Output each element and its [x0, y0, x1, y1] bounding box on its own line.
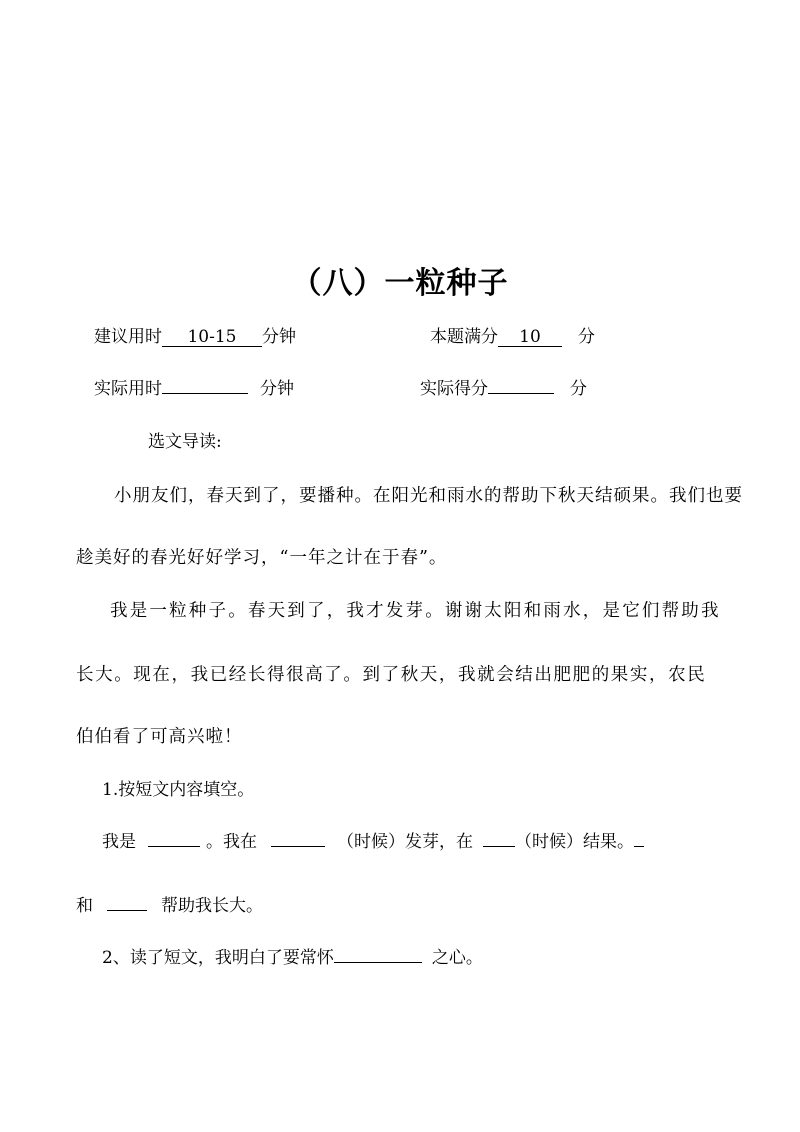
suggested-time-row — [94, 326, 296, 348]
q2-text-a: 2、读了短文，我明白了要常怀 — [102, 948, 334, 968]
q2-blank[interactable] — [334, 961, 422, 963]
passage-line-1: 我是一粒种子。春天到了，我才发芽。谢谢太阳和雨水，是它们帮助我 — [110, 601, 721, 621]
q1-text-e: 和 — [76, 896, 93, 916]
actual-score-unit: 分 — [570, 379, 587, 399]
actual-time-label: 实际用时 — [94, 379, 162, 399]
full-score-label: 本题满分 — [430, 327, 498, 347]
q1-text-f: 帮助我长大。 — [161, 896, 263, 916]
actual-time-blank[interactable] — [162, 392, 248, 394]
actual-score-label: 实际得分 — [420, 379, 488, 399]
q1-blank-5[interactable] — [107, 909, 147, 911]
q1-blank-2[interactable] — [271, 845, 325, 847]
question-1-fill-row — [102, 831, 644, 853]
full-score-row — [430, 326, 595, 348]
actual-time-row — [94, 378, 294, 400]
q1-blank-3[interactable] — [483, 845, 515, 847]
actual-score-row — [420, 378, 587, 400]
full-score-unit: 分 — [578, 327, 595, 347]
q1-blank-1[interactable] — [148, 845, 200, 847]
q1-text-c: （时候）发芽，在 — [337, 832, 473, 852]
question-1-fill-row-2 — [76, 895, 263, 917]
passage-line-2: 长大。现在，我已经长得很高了。到了秋天，我就会结出肥肥的果实，农民 — [76, 665, 707, 685]
question-1-label: 1.按短文内容填空。 — [102, 780, 255, 800]
q1-text-d: （时候）结果。 — [515, 832, 634, 852]
q1-text-b: 。我在 — [206, 832, 257, 852]
q2-text-b: 之心。 — [431, 948, 483, 968]
intro-heading: 选文导读: — [148, 432, 222, 452]
question-2-row — [102, 947, 483, 969]
actual-time-unit: 分钟 — [260, 379, 294, 399]
page-title: （八）一粒种子 — [291, 266, 509, 301]
suggested-time-value: 10-15 — [162, 328, 262, 347]
intro-line-1: 小朋友们，春天到了，要播种。在阳光和雨水的帮助下秋天结硕果。我们也要 — [114, 486, 743, 506]
q1-text-a: 我是 — [102, 832, 136, 852]
passage-line-3: 伯伯看了可高兴啦！ — [76, 727, 243, 747]
q1-blank-4[interactable] — [634, 845, 644, 847]
actual-score-blank[interactable] — [488, 392, 554, 394]
suggested-time-unit: 分钟 — [262, 327, 296, 347]
suggested-time-label: 建议用时 — [94, 327, 162, 347]
full-score-value: 10 — [498, 328, 562, 347]
intro-line-2: 趁美好的春光好好学习，“一年之计在于春”。 — [76, 548, 448, 568]
